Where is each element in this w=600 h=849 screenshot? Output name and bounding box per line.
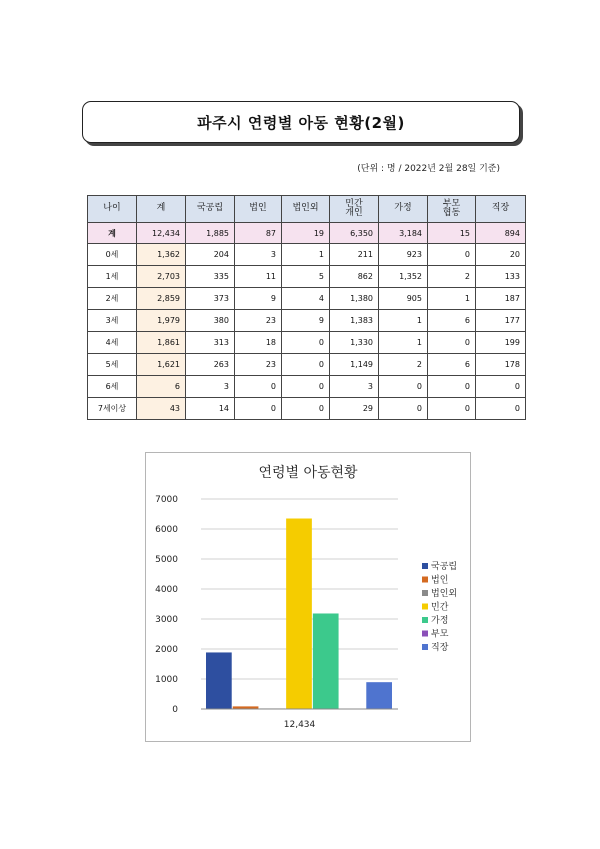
x-category-label: 12,434 — [283, 720, 316, 730]
legend-label-법인외: 법인외 — [431, 589, 458, 599]
table-cell: 373 — [186, 288, 235, 310]
table-cell: 11 — [235, 266, 282, 288]
table-cell: 1,330 — [330, 332, 379, 354]
y-tick-label: 7000 — [155, 495, 178, 505]
title-box — [82, 101, 520, 143]
table-cell: 29 — [330, 398, 379, 420]
legend-swatch-부모 — [422, 631, 428, 637]
col-header-private: 민간 개인 — [330, 196, 379, 223]
table-cell: 905 — [379, 288, 428, 310]
table-cell: 923 — [379, 244, 428, 266]
table-cell: 2 — [428, 266, 476, 288]
row-label: 2세 — [88, 288, 137, 310]
col-header-public: 국공립 — [186, 196, 235, 223]
table-cell: 0 — [282, 376, 330, 398]
table-cell: 0 — [379, 376, 428, 398]
table-cell: 0 — [476, 376, 526, 398]
row-label: 1세 — [88, 266, 137, 288]
table-cell: 87 — [235, 223, 282, 244]
col-header-noncorp: 법인외 — [282, 196, 330, 223]
table-row-age-2 — [88, 288, 526, 310]
legend-swatch-법인 — [422, 577, 428, 583]
table-cell: 335 — [186, 266, 235, 288]
table-cell: 4 — [282, 288, 330, 310]
legend-swatch-가정 — [422, 617, 428, 623]
table-cell: 0 — [235, 398, 282, 420]
table-cell: 0 — [379, 398, 428, 420]
table-cell: 0 — [282, 332, 330, 354]
table-cell: 1,149 — [330, 354, 379, 376]
row-label: 6세 — [88, 376, 137, 398]
table-cell: 2,859 — [137, 288, 186, 310]
table-cell: 1,380 — [330, 288, 379, 310]
table-cell: 20 — [476, 244, 526, 266]
table-cell: 263 — [186, 354, 235, 376]
table-cell: 3 — [330, 376, 379, 398]
table-cell: 0 — [476, 398, 526, 420]
table-cell: 15 — [428, 223, 476, 244]
table-cell: 0 — [428, 332, 476, 354]
legend-swatch-법인외 — [422, 590, 428, 596]
table-cell: 0 — [235, 376, 282, 398]
table-cell: 14 — [186, 398, 235, 420]
row-label: 4세 — [88, 332, 137, 354]
table-row-age-7plus — [88, 398, 526, 420]
legend-label-국공립: 국공립 — [431, 562, 458, 572]
table-cell: 1,979 — [137, 310, 186, 332]
table-cell: 0 — [428, 244, 476, 266]
table-cell: 862 — [330, 266, 379, 288]
table-cell: 0 — [282, 354, 330, 376]
table-cell: 5 — [282, 266, 330, 288]
y-tick-label: 0 — [172, 705, 178, 715]
y-tick-label: 6000 — [155, 525, 178, 535]
table-cell: 211 — [330, 244, 379, 266]
table-row-age-0 — [88, 244, 526, 266]
y-tick-label: 3000 — [155, 615, 178, 625]
table-cell: 894 — [476, 223, 526, 244]
bar-직장 — [366, 682, 392, 709]
y-tick-label: 2000 — [155, 645, 178, 655]
legend-label-가정: 가정 — [431, 616, 449, 626]
table-cell: 1 — [428, 288, 476, 310]
bar-chart — [146, 453, 470, 741]
y-tick-label: 1000 — [155, 675, 178, 685]
table-cell: 0 — [428, 376, 476, 398]
row-label: 계 — [88, 223, 137, 244]
table-cell: 3,184 — [379, 223, 428, 244]
table-cell: 9 — [235, 288, 282, 310]
chart-title: 연령별 아동현황 — [258, 465, 358, 481]
table-cell: 9 — [282, 310, 330, 332]
bar-가정 — [313, 613, 339, 709]
table-cell: 1,885 — [186, 223, 235, 244]
row-label: 3세 — [88, 310, 137, 332]
legend-label-법인: 법인 — [431, 575, 449, 586]
legend-label-민간: 민간 — [431, 602, 449, 613]
table-cell: 3 — [186, 376, 235, 398]
table-row-age-6 — [88, 376, 526, 398]
bar-민간 — [286, 519, 312, 710]
table-cell: 19 — [282, 223, 330, 244]
table-row-age-1 — [88, 266, 526, 288]
table-cell: 2 — [379, 354, 428, 376]
row-label: 5세 — [88, 354, 137, 376]
table-cell: 178 — [476, 354, 526, 376]
table-cell: 43 — [137, 398, 186, 420]
age-status-table — [87, 195, 526, 420]
table-cell: 1,362 — [137, 244, 186, 266]
table-cell: 199 — [476, 332, 526, 354]
table-cell: 12,434 — [137, 223, 186, 244]
table-cell: 0 — [428, 398, 476, 420]
col-header-parent-coop: 부모 협동 — [428, 196, 476, 223]
table-cell: 1,383 — [330, 310, 379, 332]
col-header-age: 나이 — [88, 196, 137, 223]
legend-swatch-국공립 — [422, 563, 428, 569]
legend-label-부모: 부모 — [431, 629, 449, 640]
y-tick-label: 4000 — [155, 585, 178, 595]
legend-swatch-민간 — [422, 604, 428, 610]
table-cell: 6 — [428, 310, 476, 332]
table-row-age-4 — [88, 332, 526, 354]
table-cell: 6,350 — [330, 223, 379, 244]
col-header-workplace: 직장 — [476, 196, 526, 223]
table-cell: 313 — [186, 332, 235, 354]
table-cell: 0 — [282, 398, 330, 420]
table-row-total — [88, 223, 526, 244]
table-row-age-5 — [88, 354, 526, 376]
legend-swatch-직장 — [422, 644, 428, 650]
table-cell: 380 — [186, 310, 235, 332]
row-label: 7세이상 — [88, 398, 137, 420]
table-cell: 18 — [235, 332, 282, 354]
col-header-home: 가정 — [379, 196, 428, 223]
table-cell: 1,861 — [137, 332, 186, 354]
legend-label-직장: 직장 — [431, 643, 449, 653]
table-cell: 6 — [137, 376, 186, 398]
table-cell: 2,703 — [137, 266, 186, 288]
table-cell: 204 — [186, 244, 235, 266]
row-label: 0세 — [88, 244, 137, 266]
table-cell: 187 — [476, 288, 526, 310]
table-cell: 1 — [282, 244, 330, 266]
y-tick-label: 5000 — [155, 555, 178, 565]
table-cell: 3 — [235, 244, 282, 266]
table-cell: 1,621 — [137, 354, 186, 376]
table-header-row — [88, 196, 526, 223]
bar-국공립 — [206, 652, 232, 709]
table-cell: 177 — [476, 310, 526, 332]
table-cell: 23 — [235, 310, 282, 332]
page-title: 파주시 연령별 아동 현황(2월) — [197, 113, 405, 132]
table-cell: 1 — [379, 332, 428, 354]
col-header-corp: 법인 — [235, 196, 282, 223]
unit-note: (단위 : 명 / 2022년 2월 28일 기준) — [357, 164, 500, 174]
chart-container — [145, 452, 471, 742]
table-row-age-3 — [88, 310, 526, 332]
col-header-total: 계 — [137, 196, 186, 223]
table-cell: 1,352 — [379, 266, 428, 288]
table-cell: 1 — [379, 310, 428, 332]
table-cell: 133 — [476, 266, 526, 288]
table-cell: 6 — [428, 354, 476, 376]
table-cell: 23 — [235, 354, 282, 376]
